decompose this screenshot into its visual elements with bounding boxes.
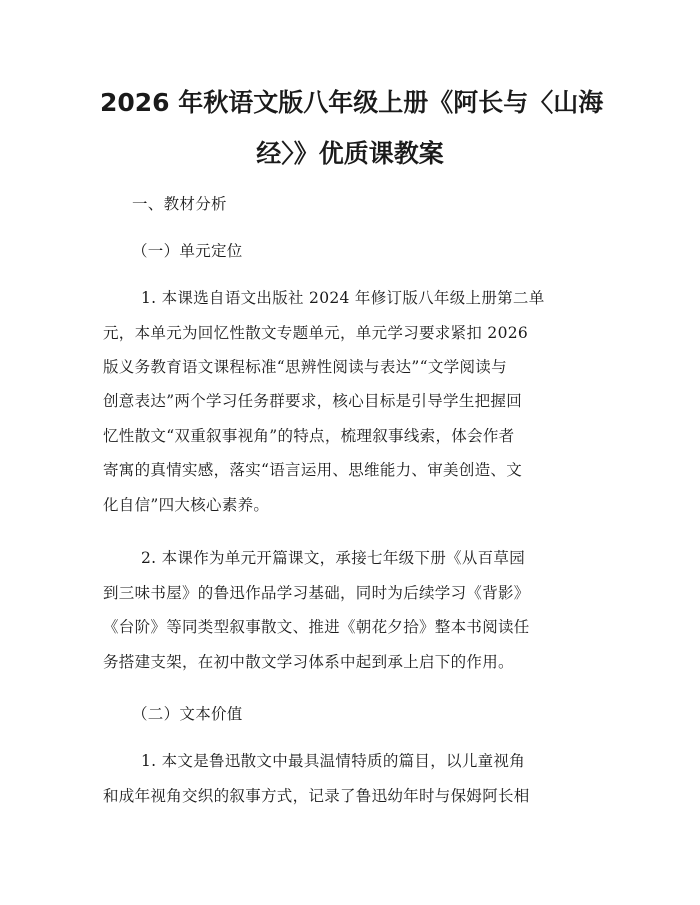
subsection-heading: （二）文本价值 (132, 705, 243, 723)
paragraph-line: 元，本单元为回忆性散文专题单元，单元学习要求紧扣 2026 (103, 324, 529, 342)
paragraph-line: 2. 本课作为单元开篇课文，承接七年级下册《从百草园 (141, 549, 526, 567)
section-heading: 一、教材分析 (132, 195, 227, 213)
document-title-line-2: 经〉》优质课教案 (256, 139, 444, 168)
paragraph-line: 1. 本文是鲁迅散文中最具温情特质的篇目，以儿童视角 (141, 752, 526, 770)
paragraph-line: 忆性散文“双重叙事视角”的特点，梳理叙事线索，体会作者 (103, 427, 515, 445)
paragraph-line: 到三味书屋》的鲁迅作品学习基础，同时为后续学习《背影》 (103, 584, 530, 602)
subsection-heading: （一）单元定位 (132, 242, 243, 260)
paragraph-line: 和成年视角交织的叙事方式，记录了鲁迅幼年时与保姆阿长相 (103, 787, 530, 805)
paragraph-line: 寄寓的真情实感，落实“语言运用、思维能力、审美创造、文 (103, 461, 523, 479)
document-title-line-1: 2026 年秋语文版八年级上册《阿长与〈山海 (100, 88, 604, 117)
paragraph-line: 版义务教育语文课程标准“思辨性阅读与表达”“文学阅读与 (103, 358, 507, 376)
paragraph-line: 《台阶》等同类型叙事散文、推进《朝花夕拾》整本书阅读任 (103, 618, 530, 636)
paragraph-line: 创意表达”两个学习任务群要求，核心目标是引导学生把握回 (103, 392, 523, 410)
paragraph-line: 化自信”四大核心素养。 (103, 496, 270, 514)
paragraph-line: 务搭建支架，在初中散文学习体系中起到承上启下的作用。 (103, 653, 514, 671)
paragraph-line: 1. 本课选自语文出版社 2024 年修订版八年级上册第二单 (141, 289, 545, 307)
